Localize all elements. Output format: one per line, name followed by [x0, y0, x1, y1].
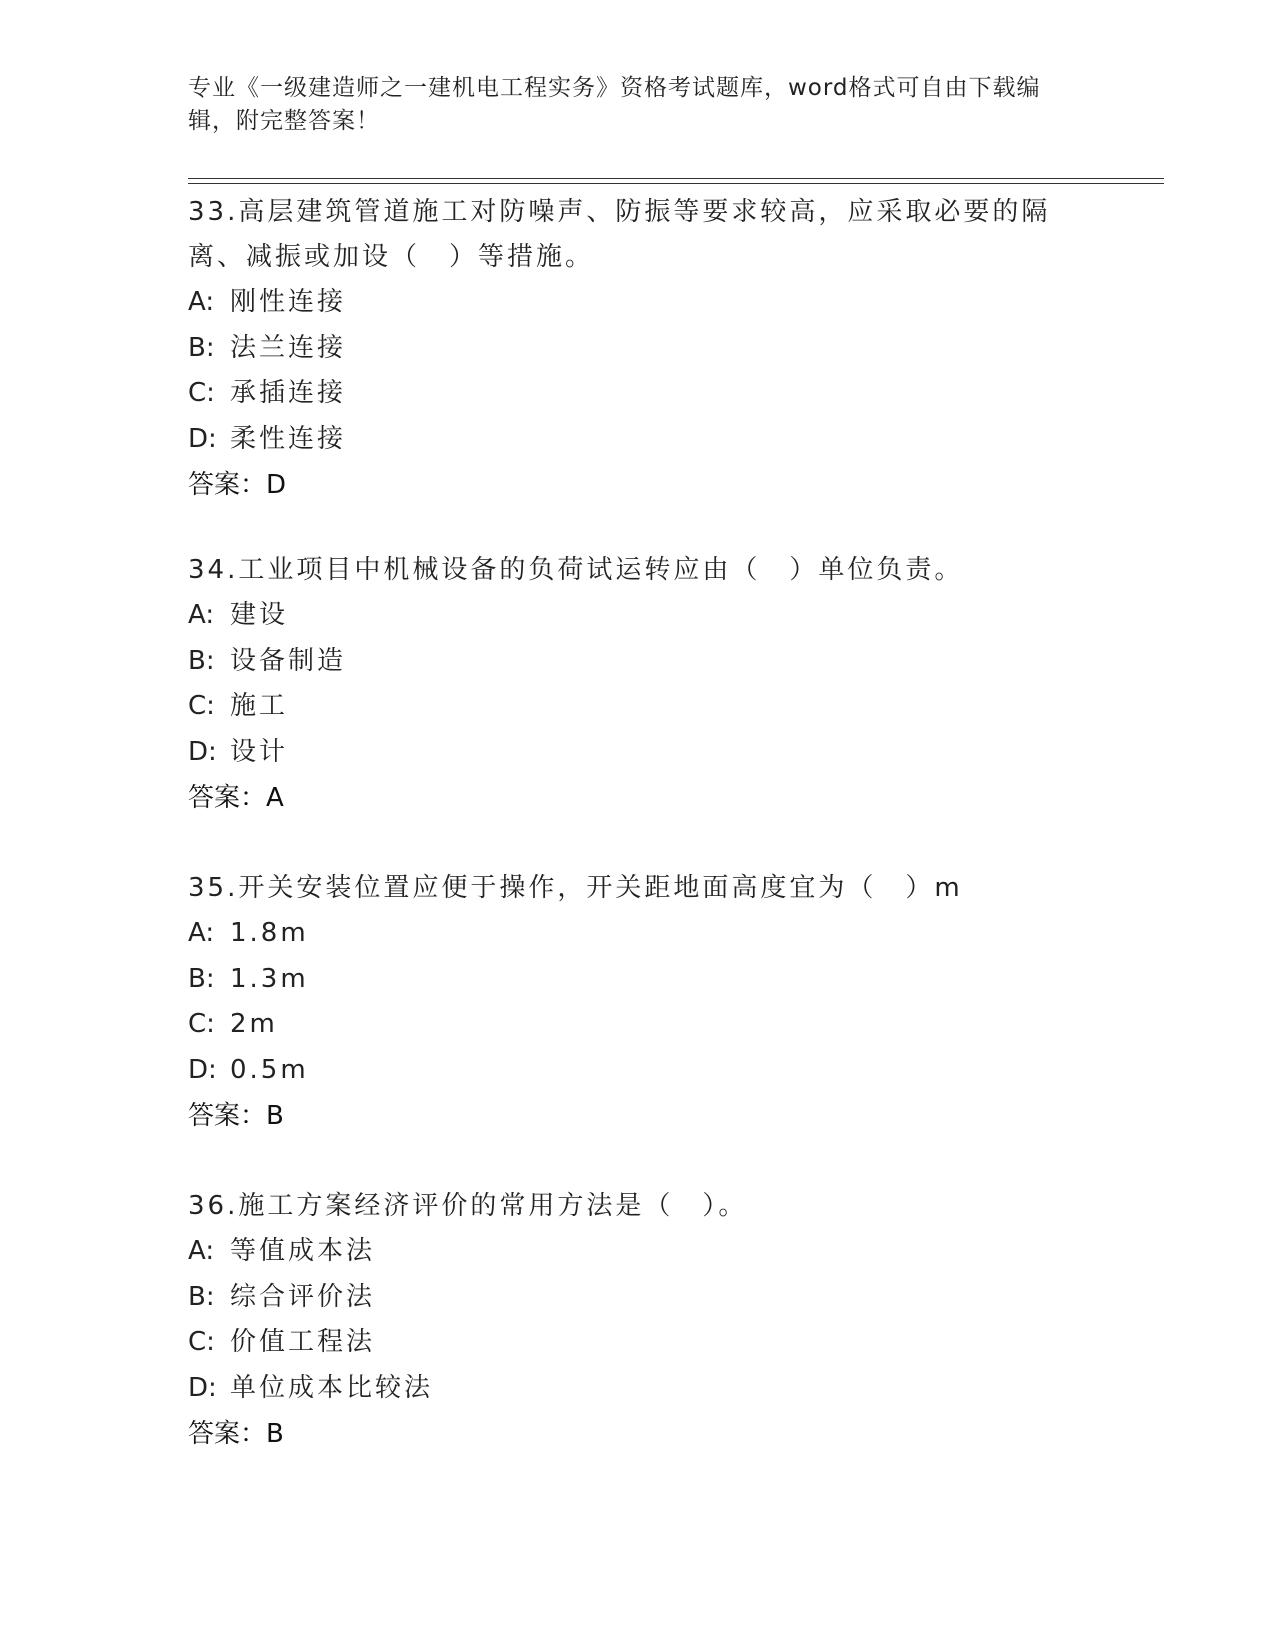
option-text: 设备制造 — [230, 645, 347, 676]
option-text: 设计 — [230, 737, 289, 768]
option-letter: B: — [188, 645, 215, 676]
option-a — [188, 280, 1088, 326]
option-b — [188, 639, 1088, 685]
option-d — [188, 1366, 1088, 1412]
option-c — [188, 684, 1088, 730]
question-35 — [188, 866, 1088, 1140]
option-a — [188, 593, 1088, 639]
option-d — [188, 417, 1088, 463]
option-text: 柔性连接 — [230, 424, 347, 455]
option-letter: C: — [188, 1009, 215, 1040]
question-stem: 36.施工方案经济评价的常用方法是（ ）。 — [188, 1191, 748, 1221]
question-33 — [188, 190, 1088, 509]
option-text: 单位成本比较法 — [230, 1373, 434, 1404]
option-text: 2m — [230, 1009, 278, 1040]
option-text: 0.5m — [230, 1055, 309, 1086]
option-d — [188, 730, 1088, 776]
option-text: 刚性连接 — [230, 287, 347, 317]
option-letter: D: — [188, 1373, 217, 1404]
option-c — [188, 1320, 1088, 1366]
option-text: 综合评价法 — [230, 1281, 376, 1312]
document-intro: 专业《一级建造师之一建机电工程实务》资格考试题库，word格式可自由下载编辑，附完整答案！ — [188, 75, 1041, 134]
option-letter: A: — [188, 1236, 215, 1266]
option-letter: C: — [188, 378, 215, 409]
option-text: 法兰连接 — [230, 332, 347, 363]
option-text: 承插连接 — [230, 378, 347, 409]
answer-line: 答案：B — [188, 1100, 284, 1131]
option-b — [188, 326, 1088, 372]
option-d — [188, 1048, 1088, 1094]
option-a — [188, 1229, 1088, 1275]
question-stem: 35.开关安装位置应便于操作，开关距地面高度宜为（ ）m — [188, 873, 963, 903]
option-text: 等值成本法 — [230, 1236, 376, 1266]
header-rule-top — [188, 178, 1164, 179]
question-34 — [188, 548, 1088, 822]
option-letter: A: — [188, 918, 215, 948]
option-text: 建设 — [230, 600, 289, 630]
answer-line: 答案：A — [188, 782, 284, 813]
header-rule-bottom — [188, 183, 1164, 184]
option-c — [188, 1002, 1088, 1048]
question-stem: 34.工业项目中机械设备的负荷试运转应由（ ）单位负责。 — [188, 555, 964, 585]
option-letter: B: — [188, 332, 215, 363]
option-text: 施工 — [230, 691, 289, 722]
option-a — [188, 911, 1088, 957]
question-36 — [188, 1184, 1088, 1458]
option-b — [188, 1275, 1088, 1321]
option-letter: A: — [188, 287, 215, 317]
answer-line: 答案：D — [188, 469, 287, 500]
option-text: 价值工程法 — [230, 1327, 376, 1358]
option-text: 1.3m — [230, 963, 309, 994]
option-letter: D: — [188, 1055, 217, 1086]
option-letter: D: — [188, 737, 217, 768]
option-letter: B: — [188, 1281, 215, 1312]
option-b — [188, 957, 1088, 1003]
option-letter: D: — [188, 424, 217, 455]
option-letter: C: — [188, 1327, 215, 1358]
option-letter: A: — [188, 600, 215, 630]
option-letter: B: — [188, 963, 215, 994]
answer-line: 答案：B — [188, 1418, 284, 1449]
question-stem: 33.高层建筑管道施工对防噪声、防振等要求较高，应采取必要的隔离、减振或加设（ ）等措施。 — [188, 197, 1051, 272]
option-letter: C: — [188, 691, 215, 722]
option-text: 1.8m — [230, 918, 309, 948]
option-c — [188, 371, 1088, 417]
